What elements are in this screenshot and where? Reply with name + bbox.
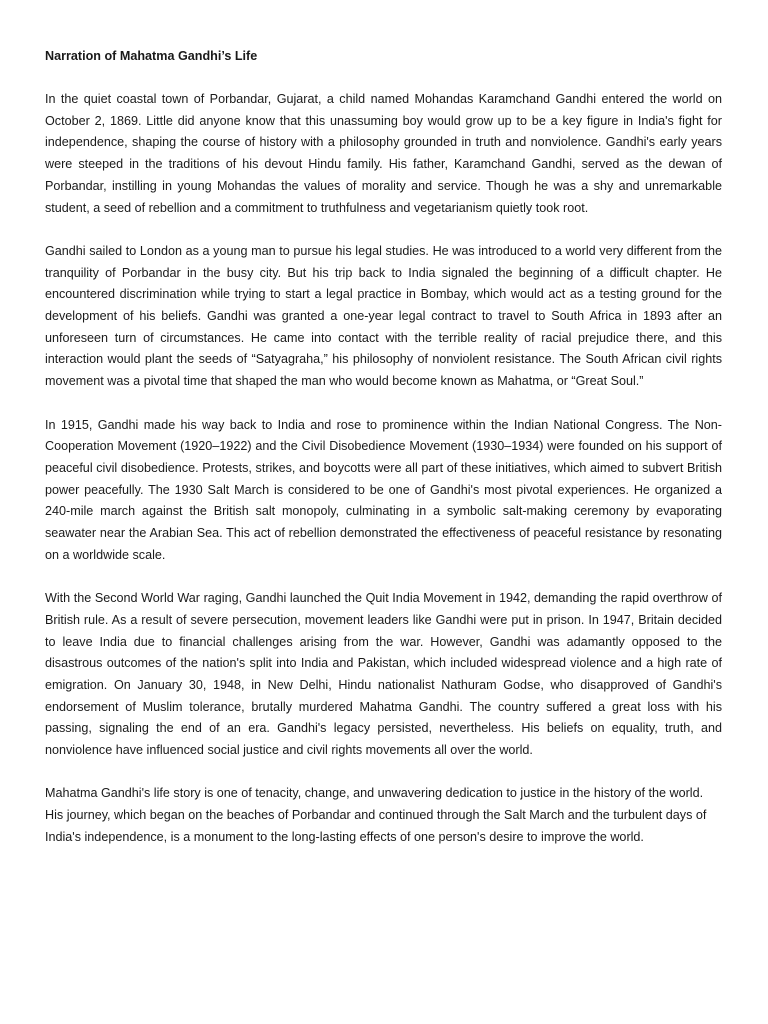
document-page (45, 45, 722, 849)
paragraph-quit-india: With the Second World War raging, Gandhi launched the Quit India Movement in 1942, demanding the rapid overthrow of British rule. As a result of severe persecution, movement leaders like Gandhi were put in prison. In 1947, Britain decided to leave India due to financial challenges arising from the war. However, Gandhi was adamantly opposed to the disastrous outcomes of the nation's split into India and Pakistan, which included widespread violence and a high rate of emigration. On January 30, 1948, in New Delhi, Hindu nationalist Nathuram Godse, who disapproved of Gandhi's endorsement of Muslim tolerance, brutally murdered Mahatma Gandhi. The country suffered a great loss with his passing, signaling the end of an era. Gandhi's legacy persisted, nevertheless. His beliefs on equality, truth, and nonviolence have influenced social justice and civil rights movements all over the world. (45, 591, 722, 758)
paragraph-london-south-africa: Gandhi sailed to London as a young man to pursue his legal studies. He was introduced to a world very different from the tranquility of Porbandar in the busy city. But his trip back to India signaled the beginning of a difficult chapter. He encountered discrimination while trying to start a legal practice in Bombay, which would act as a testing ground for the development of his beliefs. Gandhi was granted a one-year legal contract to travel to South Africa in 1893 after an unforeseen turn of circumstances. He came into contact with the terrible reality of racial prejudice there, and this interaction would plant the seeds of “Satyagraha,” his philosophy of nonviolent resistance. The South African civil rights movement was a pivotal time that shaped the man who would become known as Mahatma, or “Great Soul.” (45, 243, 722, 389)
paragraph-conclusion: Mahatma Gandhi's life story is one of tenacity, change, and unwavering dedication to justice in the history of the world. His journey, which began on the beaches of Porbandar and continued through the Salt March and the turbulent days of India's independence, is a monument to the long-lasting effects of one person's desire to improve the world. (45, 786, 707, 844)
document-title: Narration of Mahatma Gandhi’s Life (45, 49, 258, 63)
paragraph-return-to-india: In 1915, Gandhi made his way back to India and rose to prominence within the Indian National Congress. The Non-Cooperation Movement (1920–1922) and the Civil Disobedience Movement (1930–1934) were founded on his support of peaceful civil disobedience. Protests, strikes, and boycotts were all part of these initiatives, which aimed to subvert British power peacefully. The 1930 Salt March is considered to be one of Gandhi's most pivotal experiences. He organized a 240-mile march against the British salt monopoly, culminating in a symbolic salt-making ceremony by evaporating seawater near the Arabian Sea. This act of rebellion demonstrated the effectiveness of peaceful resistance by resonating on a worldwide scale. (45, 417, 722, 562)
paragraph-early-life: In the quiet coastal town of Porbandar, Gujarat, a child named Mohandas Karamchand Gandhi entered the world on October 2, 1869. Little did anyone know that this unassuming boy would grow up to be a key figure in India's fight for independence, shaping the course of history with a philosophy grounded in truth and nonviolence. Gandhi's early years were steeped in the traditions of his devout Hindu family. His father, Karamchand Gandhi, served as the dewan of Porbandar, instilling in young Mohandas the values of morality and service. Though he was a shy and unremarkable student, a seed of rebellion and a commitment to truthfulness and vegetarianism quietly took root. (45, 92, 722, 215)
